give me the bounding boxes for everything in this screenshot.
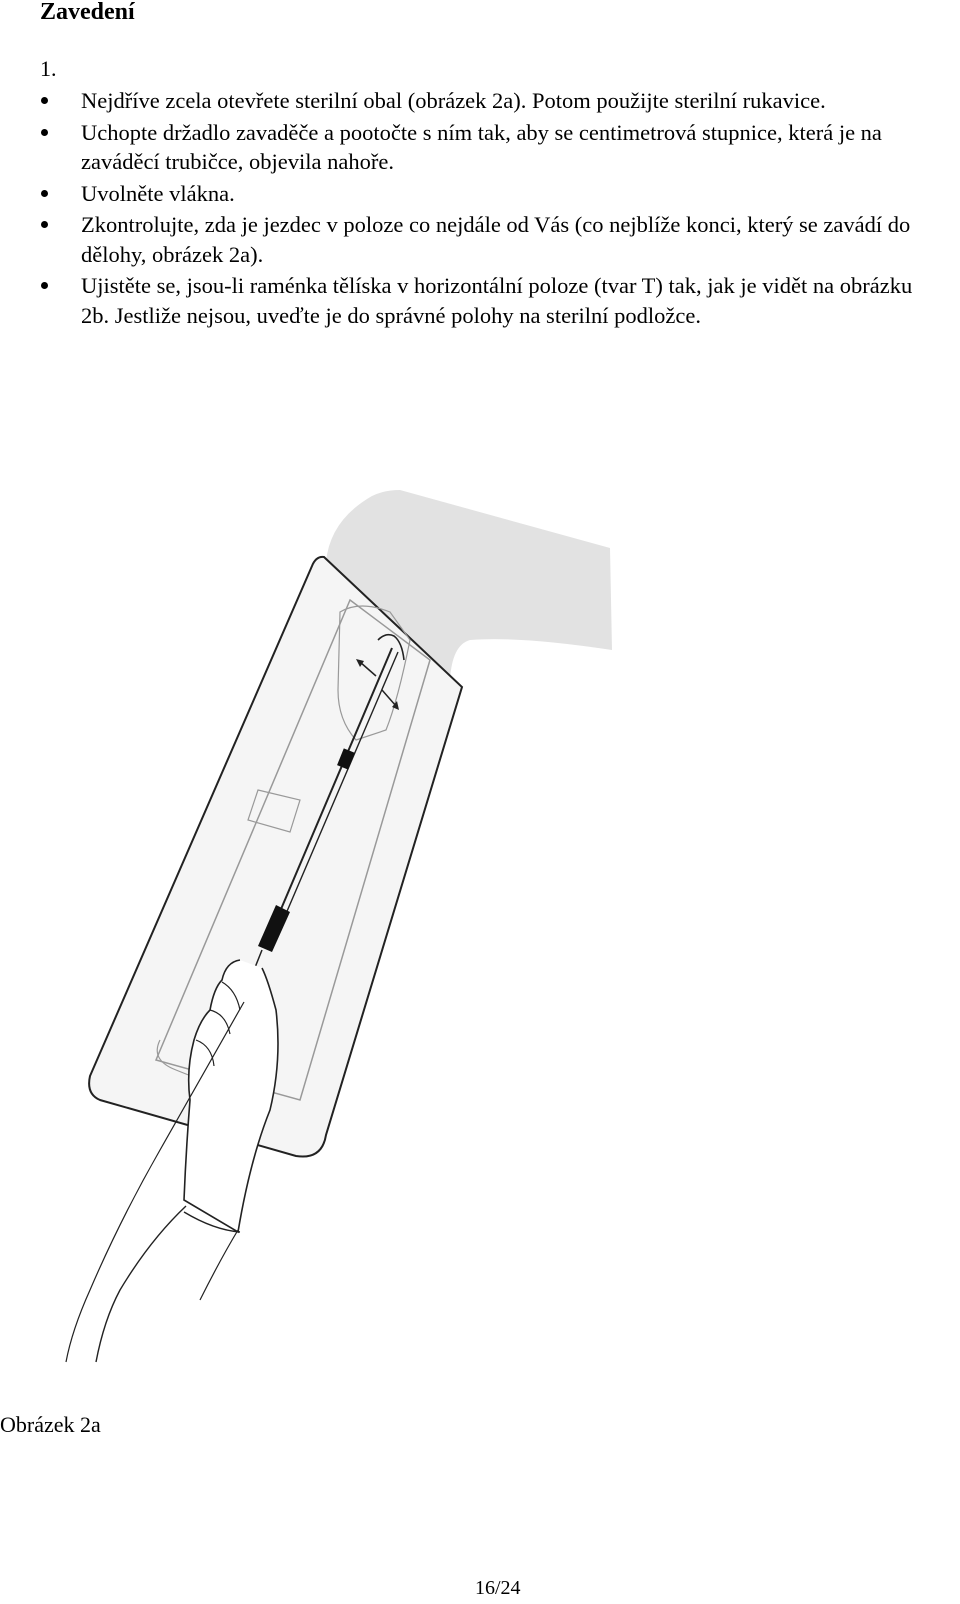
forearm-line [96, 1206, 186, 1362]
bullet-icon [41, 282, 48, 289]
instruction-item [40, 86, 936, 116]
page-number: 16/24 [475, 1577, 521, 1599]
step-number: 1. [40, 56, 57, 81]
instruction-text: Uchopte držadlo zavaděče a pootočte s ním tak, aby se centimetrová stupnice, která je na zaváděcí trubičce, objevila nahoře. [81, 119, 882, 174]
bullet-icon [41, 221, 48, 228]
instruction-list [40, 86, 936, 330]
instruction-text: Nejdříve zcela otevřete sterilní obal (obrázek 2a). Potom použijte sterilní rukavice. [81, 88, 826, 113]
bullet-icon [41, 129, 48, 136]
instruction-item [40, 271, 936, 330]
forearm-line [200, 1230, 238, 1300]
instruction-text: Zkontrolujte, zda je jezdec v poloze co nejdále od Vás (co nejblíže konci, který se zavádí do dělohy, obrázek 2a). [81, 212, 911, 267]
iud-inserter-illustration [50, 490, 620, 1365]
instruction-text: Uvolněte vlákna. [81, 180, 235, 206]
instruction-text: Ujistěte se, jsou-li raménka tělíska v horizontální poloze (tvar T) tak, jak je vidět na obrázku 2b. Jestliže nejsou, uveďte je do správné polohy na sterilní podložce. [81, 273, 913, 328]
bullet-icon [41, 97, 48, 104]
figure-2a [50, 490, 620, 1365]
bullet-icon [41, 190, 48, 197]
instruction-item [40, 118, 936, 177]
instruction-item [40, 179, 936, 209]
section-heading: Zavedení [40, 0, 135, 25]
figure-caption: Obrázek 2a [0, 1412, 101, 1437]
instruction-item [40, 210, 936, 269]
